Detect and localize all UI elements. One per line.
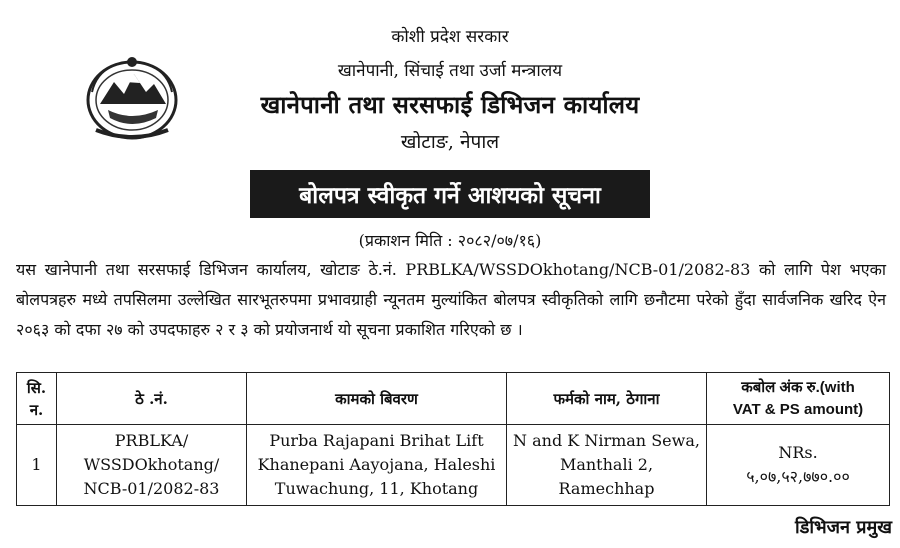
description-line1: Purba Rajapani Brihat Lift [269,431,484,450]
amount-currency: NRs. [778,443,818,462]
header-sn-line2: न. [29,400,44,419]
header-sn [17,373,57,425]
description-line2: Khanepani Aayojana, Haleshi [257,455,496,474]
firm-line2: Manthali 2, Ramechhap [558,455,655,498]
publish-date: (प्रकाशन मिति : २०८२/०७/१६) [358,231,542,250]
header-sn-line1: सि. [26,378,47,397]
cell-sn: 1 [17,425,57,506]
province-name: कोशी प्रदेश सरकार [391,27,509,47]
header-work-description: कामको बिवरण [247,373,507,425]
contract-no-line1: PRBLKA/ [114,431,189,450]
contract-no-line3: NCB-01/2082-83 [83,479,220,498]
letterhead [0,0,900,160]
office-location: खोटाङ, नेपाल [400,131,500,153]
header-contract-no: ठे .नं. [57,373,247,425]
cell-bid-amount [707,425,890,506]
table-row [17,425,890,506]
header-bid-amount [707,373,890,425]
description-line3: Tuwachung, 11, Khotang [274,479,479,498]
amount-value: ५,०७,५२,७७०.०० [746,467,850,486]
header-amount-line1: कबोल अंक रु.(with [741,378,855,396]
notice-body: यस खानेपानी तथा सरसफाई डिभिजन कार्यालय, खोटाङ ठे.नं. PRBLKA/WSSDOkhotang/NCB-01/2082-83 को लागि पेश भएका बोलपत्रहरु मध्ये तपसिलमा उल्लेखित सारभूतरुपमा प्रभावग्राही न्यूनतम मुल्यांकित बोलपत्र स्वीकृतिको लागि छनौटमा परेको हुँदा सार्वजनिक खरिद ऐन २०६३ को दफा २७ को उपदफाहरु २ र ३ को प्रयोजनार्थ यो सूचना प्रकाशित गरिएको छ । [16,260,886,339]
cell-firm-name [507,425,707,506]
signatory-title: डिभिजन प्रमुख [795,517,892,538]
notice-title: बोलपत्र स्वीकृत गर्ने आशयको सूचना [250,170,650,218]
office-name: खानेपानी तथा सरसफाई डिभिजन कार्यालय [260,90,640,119]
bid-table [16,372,890,506]
cell-contract-no [57,425,247,506]
header-amount-line2: VAT & PS amount) [732,400,864,418]
header-firm-name: फर्मको नाम, ठेगाना [507,373,707,425]
ministry-name: खानेपानी, सिंचाई तथा उर्जा मन्त्रालय [337,61,563,81]
firm-line1: N and K Nirman Sewa, [513,431,700,450]
cell-work-description [247,425,507,506]
table-header-row [17,373,890,425]
contract-no-line2: WSSDOkhotang/ [83,455,220,474]
